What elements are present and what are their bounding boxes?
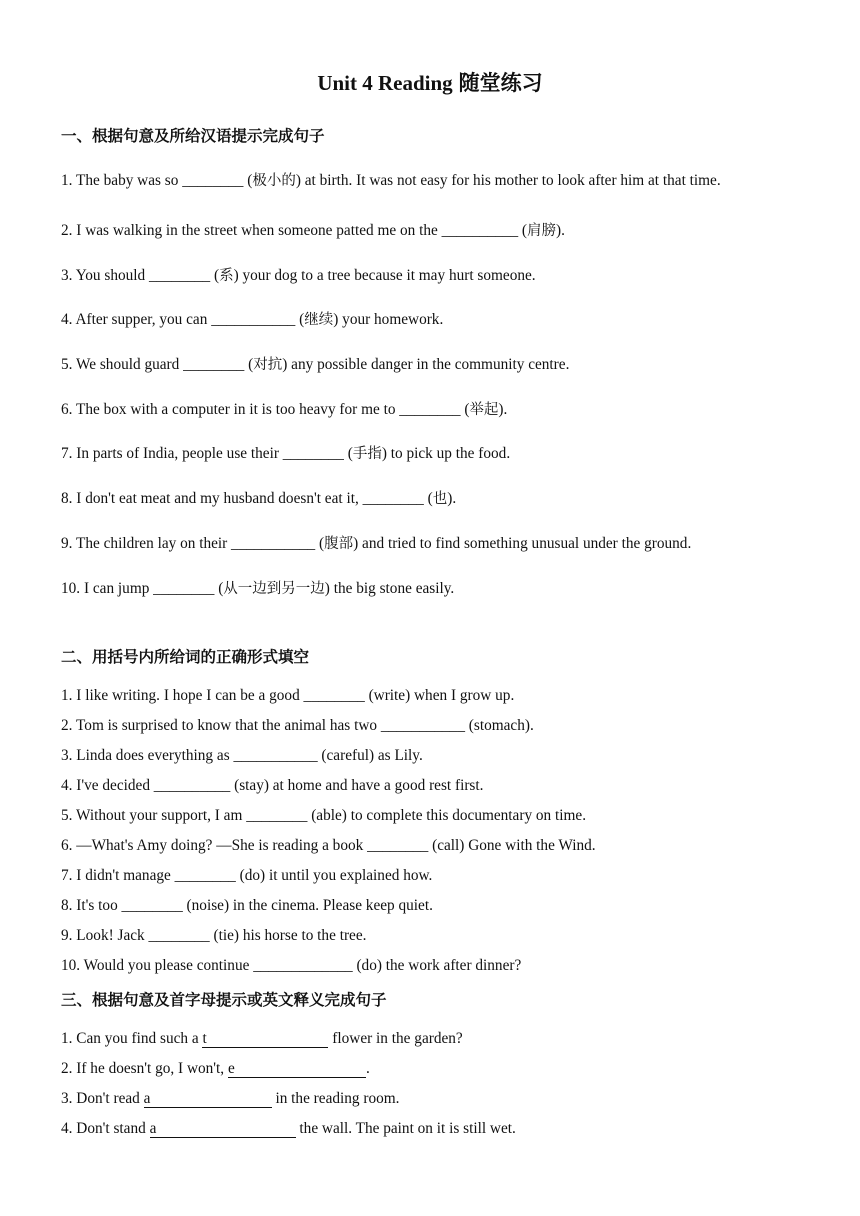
title-english: Unit 4 Reading (317, 71, 453, 95)
question-item: 9. The children lay on their ___________ (腹部) and tried to find something unusual under the ground. (61, 534, 692, 552)
question-item: 8. I don't eat meat and my husband doesn't eat it, ________ (也). (61, 490, 457, 508)
question-item: 9. Look! Jack ________ (tie) his horse to the tree. (61, 927, 367, 944)
question-item: 10. I can jump ________ (从一边到另一边) the big stone easily. (61, 579, 455, 597)
question-item: 4. Don't stand a the wall. The paint on it is still wet. (61, 1120, 516, 1137)
question-item: 6. —What's Amy doing? —She is reading a book ________ (call) Gone with the Wind. (61, 837, 596, 854)
section-3-heading: 三、根据句意及首字母提示或英文释义完成句子 (61, 991, 387, 1009)
question-item: 2. Tom is surprised to know that the animal has two ___________ (stomach). (61, 717, 534, 734)
answer-blank[interactable]: t (202, 1031, 328, 1048)
section-1-heading: 一、根据句意及所给汉语提示完成句子 (61, 127, 325, 145)
question-item: 3. Don't read a in the reading room. (61, 1090, 400, 1107)
page-title (0, 68, 860, 98)
question-item: 3. Linda does everything as ___________ (careful) as Lily. (61, 747, 423, 764)
question-item: 1. I like writing. I hope I can be a good ________ (write) when I grow up. (61, 687, 515, 704)
question-item: 2. I was walking in the street when someone patted me on the __________ (肩膀). (61, 222, 565, 239)
question-item: 5. We should guard ________ (对抗) any possible danger in the community centre. (61, 356, 570, 374)
question-item: 1. Can you find such a t flower in the garden? (61, 1030, 463, 1047)
question-item: 7. In parts of India, people use their ________ (手指) to pick up the food. (61, 445, 511, 463)
section-2-heading: 二、用括号内所给词的正确形式填空 (61, 648, 310, 666)
question-item: 6. The box with a computer in it is too heavy for me to ________ (举起). (61, 400, 508, 418)
title-chinese: 随堂练习 (458, 71, 543, 95)
question-item: 2. If he doesn't go, I won't, e . (61, 1060, 370, 1077)
answer-blank[interactable]: a (144, 1091, 272, 1108)
question-item: 4. After supper, you can ___________ (继续) your homework. (61, 311, 444, 329)
section-1-questions (61, 161, 806, 599)
section-3-questions (61, 1029, 806, 1139)
question-item: 3. You should ________ (系) your dog to a tree because it may hurt someone. (61, 266, 536, 284)
answer-blank[interactable]: e (228, 1061, 366, 1078)
answer-blank[interactable]: a (150, 1121, 296, 1138)
question-item: 10. Would you please continue _____________ (do) the work after dinner? (61, 957, 522, 974)
section-1 (61, 124, 806, 623)
section-2 (61, 645, 806, 986)
question-item: 8. It's too ________ (noise) in the cinema. Please keep quiet. (61, 897, 433, 914)
question-item: 4. I've decided __________ (stay) at home and have a good rest first. (61, 777, 484, 794)
question-item: 5. Without your support, I am ________ (able) to complete this documentary on time. (61, 807, 587, 824)
section-2-questions (61, 686, 806, 976)
section-3 (61, 988, 806, 1149)
question-item: 7. I didn't manage ________ (do) it until you explained how. (61, 867, 433, 884)
question-item: 1. The baby was so ________ (极小的) at birth. It was not easy for his mother to look after him at that time. (61, 172, 721, 189)
